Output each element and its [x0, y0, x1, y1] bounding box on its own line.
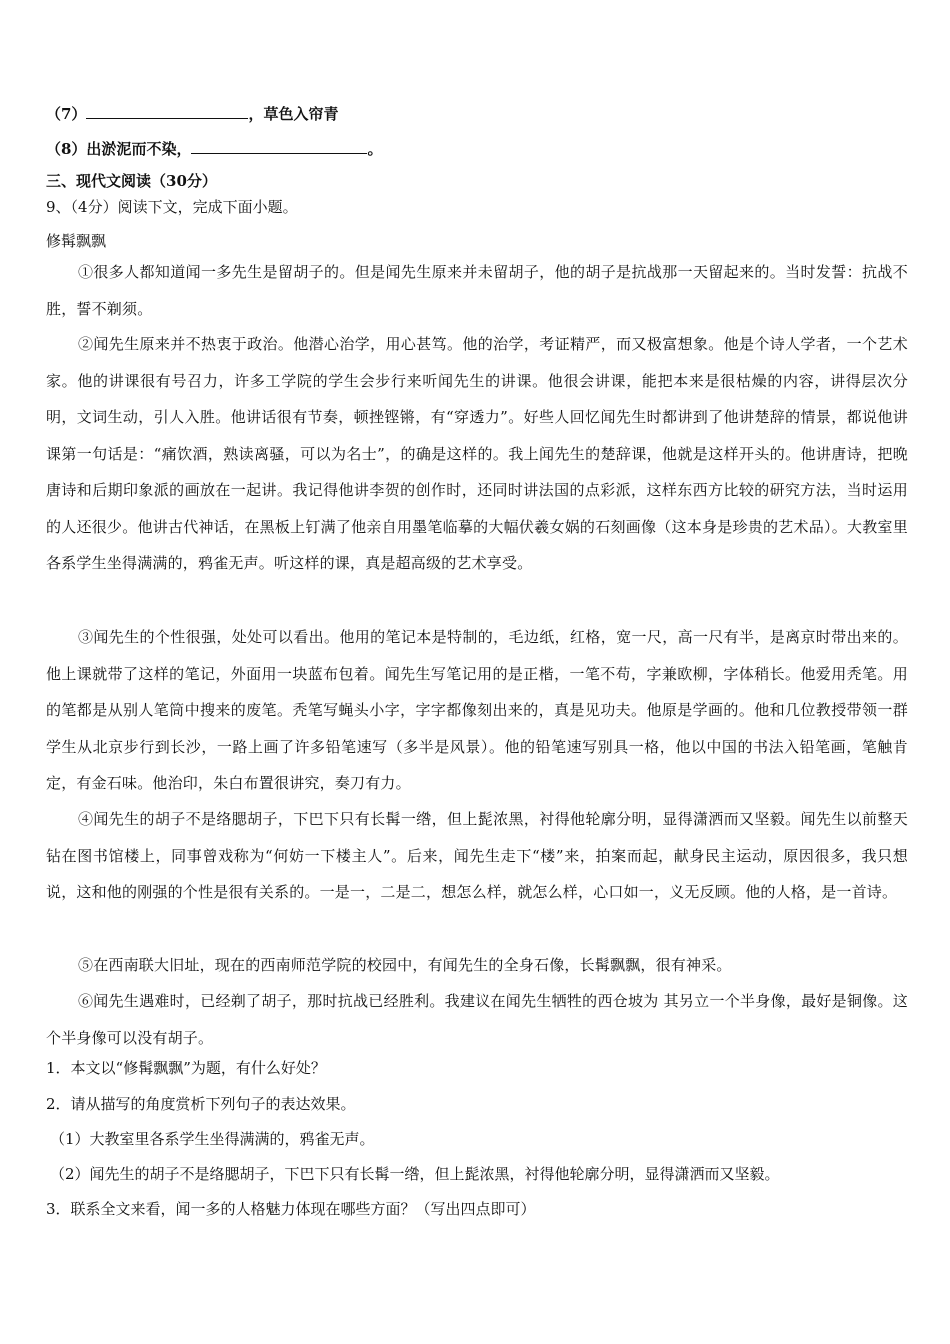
answer-blank[interactable] [191, 137, 367, 154]
article-title: 修髯飘飘 [46, 232, 107, 250]
article-paragraph-4: ④闻先生的胡子不是络腮胡子，下巴下只有长髯一绺，但上髭浓黑，衬得他轮廓分明，显得潇洒而又坚毅。闻先生以前整天钻在图书馆楼上，同事曾戏称为“何妨一下楼主人”。后来，闻先生走下“楼”来，拍案而起，献身民主运动，原因很多，我只想说，这和他的刚强的个性是很有关系的。一是一，二是二，想怎么样，就怎么样，心口如一，义无反顾。他的人格，是一首诗。 [46, 810, 908, 901]
punctuation: 。 [367, 140, 383, 158]
poem-line: ，草色入帘青 [248, 105, 339, 123]
fill-blank-item-8 [46, 137, 382, 159]
question-2: 2．请从描写的角度赏析下列句子的表达效果。 [46, 1095, 356, 1113]
poem-line: （8）出淤泥而不染， [46, 140, 192, 158]
item-number: （7） [46, 105, 87, 123]
article-paragraph-5: ⑤在西南联大旧址，现在的西南师范学院的校园中，有闻先生的全身石像，长髯飘飘，很有神采。 [78, 956, 732, 974]
question-2-sub-1: （1）大教室里各系学生坐得满满的，鸦雀无声。 [50, 1130, 375, 1148]
fill-blank-item-7 [46, 102, 338, 124]
article-paragraph-2: ②闻先生原来并不热衷于政治。他潜心治学，用心甚笃。他的治学，考证精严，而又极富想象。他是个诗人学者，一个艺术家。他的讲课很有号召力，许多工学院的学生会步行来听闻先生的讲课。他很会讲课，能把本来是很枯燥的内容，讲得层次分明，文词生动，引人入胜。他讲话很有节奏，顿挫铿锵，有“穿透力”。好些人回忆闻先生时都讲到了他讲楚辞的情景，都说他讲课第一句话是：“痛饮酒，熟读离骚，可以为名士”，的确是这样的。我上闻先生的楚辞课，他就是这样开头的。他讲唐诗，把晚唐诗和后期印象派的画放在一起讲。我记得他讲李贺的创作时，还同时讲法国的点彩派，这样东西方比较的研究方法，当时运用的人还很少。他讲古代神话，在黑板上钉满了他亲自用墨笔临摹的大幅伏羲女娲的石刻画像（这本身是珍贵的艺术品）。大教室里各系学生坐得满满的，鸦雀无声。听这样的课，真是超高级的艺术享受。 [46, 335, 908, 572]
question-3: 3．联系全文来看，闻一多的人格魅力体现在哪些方面？（写出四点即可） [46, 1200, 536, 1218]
article-paragraph-3: ③闻先生的个性很强，处处可以看出。他用的笔记本是特制的，毛边纸，红格，宽一尺，高一尺有半，是离京时带出来的。他上课就带了这样的笔记，外面用一块蓝布包着。闻先生写笔记用的是正楷，一笔不苟，字兼欧柳，字体稍长。他爱用秃笔。用的笔都是从别人笔筒中搜来的废笔。秃笔写蝇头小字，字字都像刻出来的，真是见功夫。他原是学画的。他和几位教授带领一群学生从北京步行到长沙，一路上画了许多铅笔速写（多半是风景）。他的铅笔速写别具一格，他以中国的书法入铅笔画，笔触肯定，有金石味。他治印，朱白布置很讲究，奏刀有力。 [46, 628, 908, 792]
article-paragraph-1: ①很多人都知道闻一多先生是留胡子的。但是闻先生原来并未留胡子，他的胡子是抗战那一天留起来的。当时发誓：抗战不胜，誓不剃须。 [46, 263, 908, 318]
answer-blank[interactable] [86, 102, 248, 119]
article-paragraph-6: ⑥闻先生遇难时，已经剃了胡子，那时抗战已经胜利。我建议在闻先生牺牲的西仓坡为 其另立一个半身像，最好是铜像。这个半身像可以没有胡子。 [46, 992, 908, 1047]
section-heading: 三、现代文阅读（30分） [46, 172, 217, 190]
question-2-sub-2: （2）闻先生的胡子不是络腮胡子，下巴下只有长髯一绺，但上髭浓黑，衬得他轮廓分明，显得潇洒而又坚毅。 [50, 1165, 780, 1183]
question-1: 1．本文以“修髯飘飘”为题，有什么好处？ [46, 1059, 326, 1077]
question-intro: 9、（4分）阅读下文，完成下面小题。 [46, 198, 298, 216]
